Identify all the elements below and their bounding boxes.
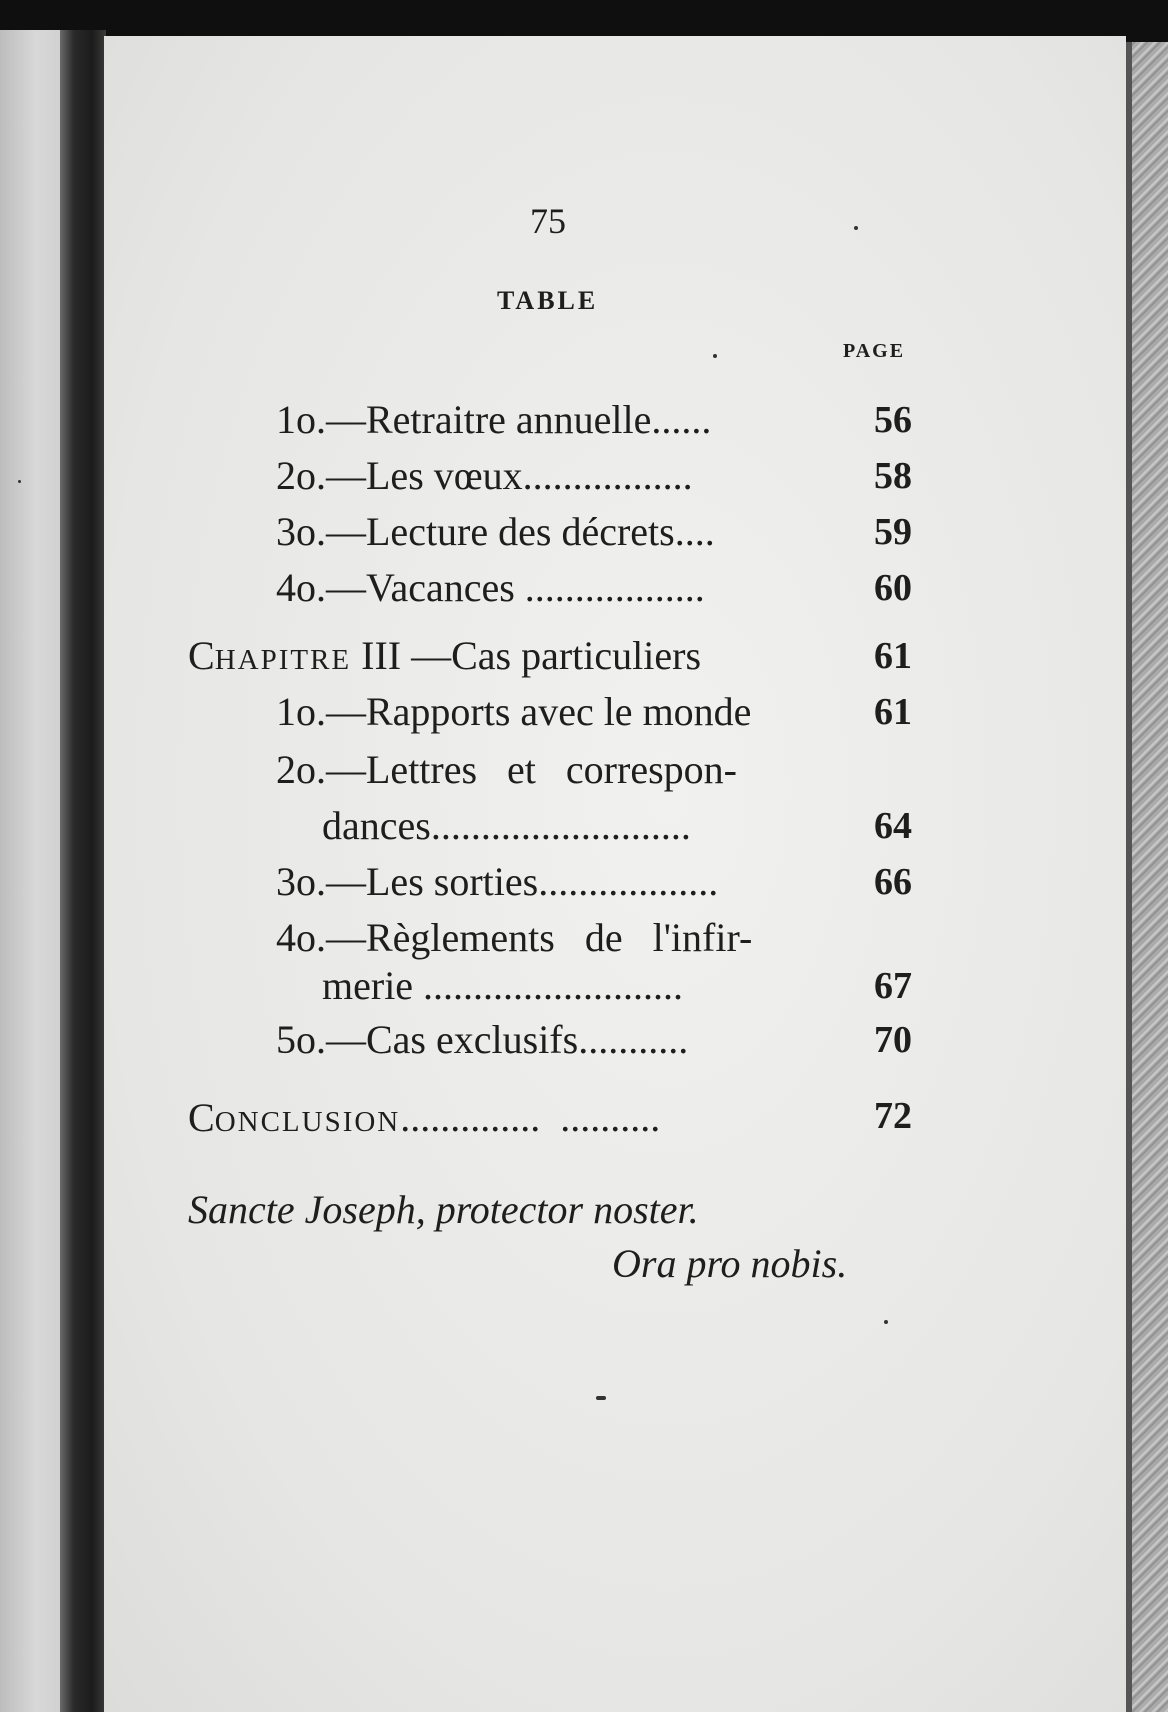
toc-page-60: 60 — [874, 567, 912, 609]
conclusion-leader: .............. .......... — [400, 1095, 661, 1140]
scan-speck — [596, 1396, 606, 1400]
conclusion-small-caps: ONCLUSION — [214, 1106, 401, 1138]
page-number: 75 — [530, 201, 566, 241]
toc-entry-lettres: 2o.—Lettres et correspon- — [276, 747, 737, 792]
toc-page-66: 66 — [874, 861, 912, 903]
motto-line-2: Ora pro nobis. — [612, 1241, 848, 1286]
toc-entry-lecture: 3o.—Lecture des décrets.... — [276, 509, 715, 554]
chapter-small-caps: HAPITRE — [214, 644, 352, 676]
toc-entry-reglements: 4o.—Règlements de l'infir- — [276, 915, 753, 960]
scan-speck — [713, 354, 717, 358]
toc-chapter-heading — [188, 632, 701, 679]
page-column-header: PAGE — [843, 340, 906, 362]
scan-speck — [884, 1320, 888, 1324]
toc-entry-cas-exclusifs: 5o.—Cas exclusifs........... — [276, 1017, 689, 1062]
toc-page-70: 70 — [874, 1019, 912, 1061]
toc-entry-retraite: 1o.—Retraitre annuelle...... — [276, 397, 712, 442]
toc-entry-rapports: 1o.—Rapports avec le monde — [276, 689, 752, 734]
toc-entry-lettres-cont: dances.......................... — [322, 803, 691, 848]
table-title: TABLE — [497, 286, 599, 315]
motto-line-1: Sancte Joseph, protector noster. — [188, 1187, 699, 1232]
toc-page-64: 64 — [874, 805, 912, 847]
toc-entry-vacances: 4o.—Vacances .................. — [276, 565, 705, 610]
toc-entry-reglements-cont: merie .......................... — [322, 963, 684, 1008]
scan-speck — [18, 480, 21, 483]
toc-page-56: 56 — [874, 399, 912, 441]
chapter-title: III —Cas particuliers — [351, 633, 702, 678]
toc-page-61b: 61 — [874, 691, 912, 733]
toc-page-67: 67 — [874, 965, 912, 1007]
toc-entry-voeux: 2o.—Les vœux................. — [276, 453, 693, 498]
chapter-initial: C — [188, 633, 215, 678]
toc-conclusion — [188, 1094, 660, 1141]
toc-page-61a: 61 — [874, 635, 912, 677]
toc-page-72: 72 — [874, 1095, 912, 1137]
scan-speck — [854, 226, 858, 230]
toc-entry-sorties: 3o.—Les sorties.................. — [276, 859, 719, 904]
conclusion-initial: C — [188, 1095, 215, 1140]
toc-page-59: 59 — [874, 511, 912, 553]
toc-page-58: 58 — [874, 455, 912, 497]
